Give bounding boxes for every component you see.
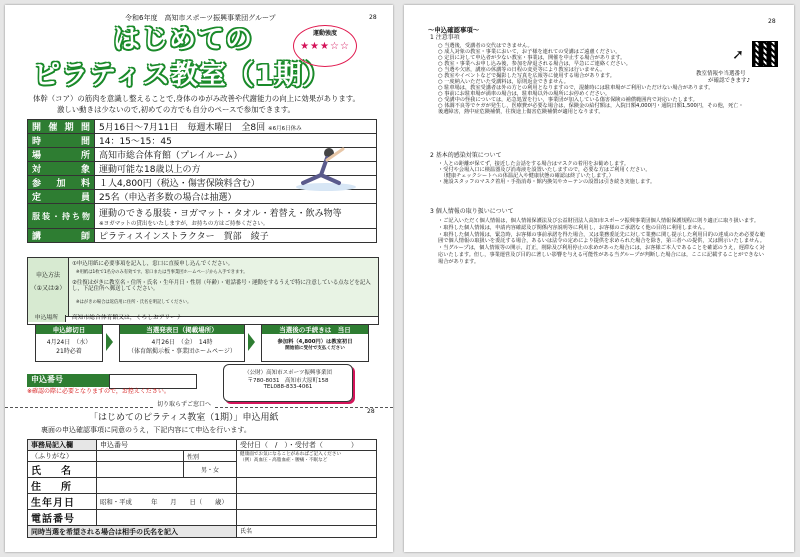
flow-procedure xyxy=(261,324,369,362)
infection-item: ・受付や会場入口に検温器及び消毒液を設置いたしますので，必要な方はご利用ください。 xyxy=(438,166,651,173)
info-value: 運動のできる服装・ヨガマット・タオル・着替え・飲み物等 xyxy=(99,208,342,219)
address-field[interactable] xyxy=(97,478,237,494)
form-app-no: 申込番号 xyxy=(97,440,237,451)
cut-text: 切り取らずご窓口へ xyxy=(153,402,215,409)
privacy-item: ・取得した個人情報は，申請内容確認及び関係内容説明等に利用し，お客様のご承諾なく他の目的に利用しません。 xyxy=(438,224,709,231)
flow-line: 4月26日 （金） 14時 xyxy=(151,339,213,346)
info-label: 定員 xyxy=(28,190,95,204)
info-label: 開催期間 xyxy=(28,120,95,134)
address-line: TEL088-833-4061 xyxy=(263,384,313,390)
info-row-period xyxy=(28,120,377,134)
info-label: 場所 xyxy=(28,148,95,162)
section-3-heading: 3 個人情報の取り扱いについて xyxy=(430,208,514,215)
intro-text-2: 激しい動きは少ないので,初めての方でも自分のペースで参加できます。 xyxy=(57,105,295,114)
info-value: 運動可能な18歳以上の方 xyxy=(95,162,377,176)
application-form xyxy=(27,439,377,538)
name-field[interactable] xyxy=(97,462,184,478)
flow-head: 申込締切日 xyxy=(36,325,102,334)
form-received: 受付日（ / ）・受付者（ ） xyxy=(237,440,377,451)
info-label: 時間 xyxy=(28,134,95,148)
info-note: ※ヨガマットの貸出をいたしますが，お持ちの方はご持参ください。 xyxy=(99,220,269,227)
info-label: 参加料 xyxy=(28,176,95,190)
title-line-1: はじめての xyxy=(113,24,253,55)
flow-announcement xyxy=(119,324,245,362)
note-item: ○ 定員に対して申込者が少ない教室・事業は，開催を中止する場合があります。 xyxy=(438,54,626,61)
info-value: 高知市総合体育館（プレイルーム） xyxy=(95,148,377,162)
note-item: ○ 事前にお駐車場が満車の場合は，駐車場以外の場所にお停めください。 xyxy=(438,90,611,97)
birth-field[interactable]: 昭和・平成 年 月 日（ 歳） xyxy=(97,494,237,510)
health-note: 健康面でお気になることがあればご記入ください xyxy=(240,452,342,457)
qr-code-icon[interactable] xyxy=(752,41,778,67)
info-value: 14：15～15：45 xyxy=(95,134,377,148)
flow-line: 21時必着 xyxy=(56,348,82,355)
pilates-illustration xyxy=(291,143,361,193)
qr-caption-1: 教室情報や当選番号 xyxy=(696,71,746,77)
note-item: ○ 体調不良等でケガが発生し，医療費が必要な場合は，保険金の給付額は，入院日額4,000円・通院日額1,500円，その他，死亡・後遺障害，熱中症危険補償，往復途上傷害危険補償が適用となります。 xyxy=(438,102,744,115)
apply-method-box xyxy=(27,257,379,317)
apply-method-sub: （①又は②） xyxy=(30,285,66,292)
note-item: ○ 当選や欠席，講座の休講等の日程の変更等により教室は行いません。 xyxy=(438,66,606,73)
note-item: ○ 教室・事業へお申し込み後，参加を辞退される場合は，早急にご連絡ください。 xyxy=(438,60,631,67)
privacy-item: ・取得した個人情報は，緊急時，お客様の事前承諾を得た場合，又は業務委託先に対して業務に関し提示した利用目的の達成のため必要な範囲で個人情報の取扱いを委託する場合，あるいは法令の定めにより提供を求められた場合を除き，第三者への提供，又は開示いたしません。 xyxy=(438,231,765,245)
info-value: ピラティスインストラクター 賀部 綾子 xyxy=(95,229,377,243)
form-page-number: 28 xyxy=(367,408,375,415)
section-1-heading: 1 注意事項 xyxy=(430,34,460,41)
address-box xyxy=(223,364,353,402)
address-line: （公財）高知市スポーツ振興事業団 xyxy=(244,370,332,376)
info-value: 25名（申込者多数の場合は抽選） xyxy=(95,190,377,204)
difficulty-label: 運動強度 xyxy=(312,30,337,37)
health-example: （例）高血圧・高脂血症・腰痛・不眠など xyxy=(240,458,328,463)
info-label: 対象 xyxy=(28,162,95,176)
flow-line: （体育館掲示板・事業団ホームページ） xyxy=(128,348,236,355)
title-line-2: ピラティス教室（1期） xyxy=(33,60,331,91)
qr-caption-2: が確認できます♪ xyxy=(708,78,751,84)
confirmation-page xyxy=(404,5,794,552)
info-value: １人4,800円（税込・傷害保険料含む） xyxy=(95,176,377,190)
application-number-field[interactable] xyxy=(109,374,197,389)
gender-options[interactable]: 男・女 xyxy=(184,462,237,478)
apply-method-line: ※用紙は1枚で1名分のみ有効です。窓口または当事業団ホームページから入手できます。 xyxy=(76,270,248,275)
notes-list xyxy=(438,44,746,116)
apply-method-label: 申込方法 xyxy=(35,272,60,279)
form-note: 裏面の申込確認事項に同意のうえ，下記内容にて申込を行います。 xyxy=(41,426,251,434)
privacy-list xyxy=(438,218,768,265)
pointing-arrow-icon: ➚ xyxy=(732,47,744,63)
privacy-item: ・ご記入いただく個人情報は，個人情報保護法及び公益財団法人高知市スポーツ振興事業団個人情報保護規程に則り適正に取り扱います。 xyxy=(438,218,760,224)
note-item: ○ 駐車場は，教室受講者は外の方との利用となりますので，混雑時には駐車場がご利用いただけない場合があります。 xyxy=(438,84,714,91)
tel-label: 電話番号 xyxy=(28,510,97,526)
apply-place-value: 高知市総合体育館又は，くろしおアリーナ xyxy=(71,315,182,321)
info-row-belongings xyxy=(28,204,377,229)
apply-method-line: ①申込用紙に必要事項を記入し，窓口に直接申し込んでください。 xyxy=(72,261,234,267)
flow-deadline xyxy=(35,324,103,362)
tel-field[interactable] xyxy=(97,510,237,526)
info-label: 服装・持ち物 xyxy=(28,204,95,229)
apply-method-line: ※はがきの場合は返信用に住所・氏名を明記してください。 xyxy=(76,300,192,305)
apply-method-line: ②往復はがきに教室名・住所・氏名・生年月日・性別（年齢）・電話番号・運動をするうえで特に注意している点などを記入し，下記住所へ郵送してください。 xyxy=(72,280,371,293)
note-item: ○ 成人対象の教室・事業において，お子様を連れての受講はご遠慮ください。 xyxy=(438,48,621,55)
difficulty-stars: ★★★☆☆ xyxy=(300,40,350,52)
note-item: ○ 一度納入いただいた受講料は，原則返金できません。 xyxy=(438,78,569,85)
note-item: ○ 当選後，受講者の交代はできません。 xyxy=(438,43,533,49)
page-number: 28 xyxy=(768,18,776,25)
address-line: 〒780-8031 高知市大原町158 xyxy=(247,378,329,384)
form-title: 「はじめてのピラティス教室（1期）」申込用紙 xyxy=(89,413,279,423)
page-number: 28 xyxy=(369,14,377,21)
gender-label: 性別 xyxy=(187,453,200,461)
difficulty-badge xyxy=(293,25,357,67)
name-label: 氏 名 xyxy=(28,462,97,478)
infection-item: ・施設スタッフのマスク着用・手指消毒・館内換気やカーテンの設置は引き続き実施します。 xyxy=(438,178,656,185)
flow-arrow-icon xyxy=(106,333,113,351)
info-label: 講師 xyxy=(28,229,95,243)
flyer-page xyxy=(5,5,393,552)
section-title: ～申込確認事項～ xyxy=(428,26,480,34)
section-2-heading: 2 基本的感染対策について xyxy=(430,152,502,159)
birth-label: 生年月日 xyxy=(28,494,97,510)
office-label: 事務局記入欄 xyxy=(28,440,97,451)
flow-head: 当選発表日（掲載場所） xyxy=(120,325,244,334)
flow-line: 開始前に受付で支払ください xyxy=(285,346,345,351)
info-value: 5月16日～7月11日 毎週木曜日 全8回 xyxy=(99,123,266,133)
infection-item: ・人との距離が保てず，接近した会話をする場合はマスクの着用をお勧めします。 xyxy=(438,161,630,167)
furigana-label: （ふりがな） xyxy=(28,451,97,462)
flow-head: 当選後の手続きは 当日 xyxy=(262,325,368,334)
note-item: ○ 受講中の怪我については，応急処置を行い，事業団が加入している傷害保険の補償範囲内で対応いたします。 xyxy=(438,96,698,103)
flow-line: 参加料（4,800円）は教室初日 xyxy=(277,339,353,345)
organizer-line: 令和6年度 高知市スポーツ振興事業団グループ xyxy=(125,14,276,22)
address-label: 住 所 xyxy=(28,478,97,494)
apply-place-label: 申込場所 xyxy=(28,315,66,322)
companion-label: 同時当選を希望される場合は相手の氏名を記入 xyxy=(28,526,237,538)
privacy-item: ・当グループは，個人情報等の開示，訂正，削除及び利用停止の求めがあった場合には，お客様ご本人であることを確認のうえ，遅滞なく対応いたします。但し，事業運営及び目的に著しい影響を与える可能性がある当グループが判断した場合には，ここに記載することができない場合があります。 xyxy=(438,245,765,265)
intro-text-1: 体幹（コア）の筋肉を意識し整えることで,身体のゆがみ改善や代謝能力の向上に効果があります。 xyxy=(33,94,360,103)
application-number-label: 申込番号 xyxy=(27,374,109,387)
flow-arrow-icon xyxy=(248,333,255,351)
info-row-instructor xyxy=(28,229,377,243)
infection-list xyxy=(438,162,768,186)
infection-item: （健康チェックシートへの体温記入や健康状態の確認は終了いたします。） xyxy=(443,172,614,179)
flow-line: 4月24日 （水） xyxy=(46,339,92,346)
note-item: ○ 教室やイベントなどで撮影した写真を広報等に使用する場合があります。 xyxy=(438,72,615,79)
companion-field[interactable]: 氏名 xyxy=(237,526,377,538)
furigana-field[interactable] xyxy=(97,451,184,462)
warning-text: ※確認の際に必要となりますので，お控えください。 xyxy=(27,388,170,395)
info-note: ※6月6日休み xyxy=(267,126,302,132)
